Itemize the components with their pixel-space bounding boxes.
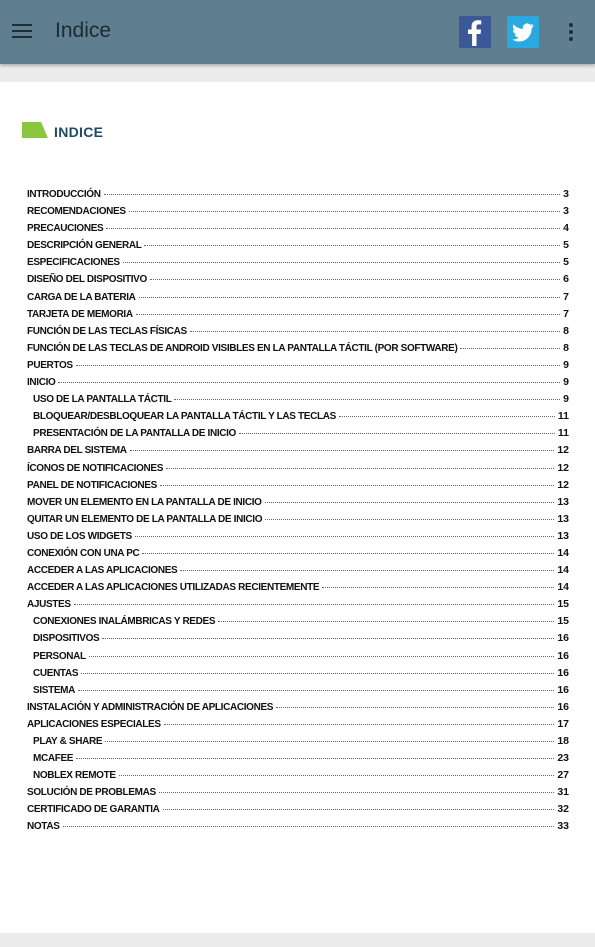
toc-entry[interactable]: [27, 205, 569, 222]
toc-entry-page: 12: [557, 461, 569, 474]
toc-dot-leader: [136, 314, 560, 315]
toc-entry[interactable]: [27, 462, 569, 479]
toc-dot-leader: [104, 194, 561, 195]
toc-entry-page: 9: [563, 376, 569, 389]
toc-entry[interactable]: [27, 325, 569, 342]
toc-entry[interactable]: [27, 393, 569, 410]
toc-entry[interactable]: [27, 752, 569, 769]
toc-entry-label: ACCEDER A LAS APLICACIONES UTILIZADAS RECIENTEMENTE: [27, 582, 320, 594]
toc-entry[interactable]: [27, 735, 569, 752]
document-page: [0, 82, 595, 933]
toc-entry-label: PANEL DE NOTIFICACIONES: [27, 479, 157, 491]
toc-entry-label: NOBLEX REMOTE: [33, 770, 116, 782]
toc-dot-leader: [265, 502, 555, 503]
toc-entry-page: 17: [557, 717, 569, 730]
toc-entry-label: RECOMENDACIONES: [27, 206, 126, 218]
toc-entry[interactable]: [27, 701, 569, 718]
toc-entry-page: 16: [557, 683, 569, 696]
toc-entry[interactable]: [27, 239, 569, 256]
toc-entry-label: CUENTAS: [33, 667, 79, 679]
toc-entry-label: INICIO: [27, 377, 56, 389]
toc-dot-leader: [159, 792, 555, 793]
toc-entry[interactable]: [27, 615, 569, 632]
toc-entry[interactable]: [27, 769, 569, 786]
toc-entry-page: 33: [557, 820, 569, 833]
toc-entry[interactable]: [27, 496, 569, 513]
toc-entry[interactable]: [27, 564, 569, 581]
toc-entry-page: 14: [557, 564, 569, 577]
toc-entry-page: 9: [563, 393, 569, 406]
toc-entry[interactable]: [27, 632, 569, 649]
toc-dot-leader: [139, 297, 561, 298]
menu-icon: [12, 24, 32, 26]
toc-entry[interactable]: [27, 718, 569, 735]
toc-entry-label: SISTEMA: [33, 684, 75, 696]
toc-dot-leader: [123, 262, 560, 263]
toc-entry-label: TARJETA DE MEMORIA: [27, 308, 133, 320]
toc-entry-label: AJUSTES: [27, 599, 71, 611]
toc-entry[interactable]: [27, 479, 569, 496]
toc-dot-leader: [81, 673, 554, 674]
toc-entry[interactable]: [27, 444, 569, 461]
toc-entry-page: 3: [563, 188, 569, 200]
toc-entry-label: PRECAUCIONES: [27, 223, 104, 235]
toc-entry-label: CERTIFICADO DE GARANTIA: [27, 804, 160, 816]
toc-entry[interactable]: [27, 427, 569, 444]
toc-entry[interactable]: [27, 291, 569, 308]
toc-entry[interactable]: [27, 410, 569, 427]
toc-entry-page: 8: [563, 324, 569, 337]
page-title: Indice: [55, 19, 112, 42]
toc-dot-leader: [150, 279, 560, 280]
toc-entry-label: DESCRIPCIÓN GENERAL: [27, 240, 142, 252]
toc-entry-page: 18: [557, 735, 569, 747]
toc-dot-leader: [460, 348, 560, 349]
toc-entry-page: 16: [557, 649, 569, 662]
toc-dot-leader: [89, 656, 555, 657]
toc-entry-page: 12: [557, 478, 569, 491]
toc-entry-label: PLAY & SHARE: [33, 736, 103, 747]
toc-entry[interactable]: [27, 820, 569, 837]
toc-dot-leader: [105, 741, 554, 742]
toc-entry-page: 12: [557, 444, 569, 457]
overflow-menu-button[interactable]: [562, 20, 580, 44]
toc-entry-label: PRESENTACIÓN DE LA PANTALLA DE INICIO: [33, 428, 236, 440]
twitter-icon: [507, 16, 539, 48]
toc-entry-label: CONEXIONES INALÁMBRICAS Y REDES: [33, 616, 216, 628]
toc-entry[interactable]: [27, 650, 569, 667]
toc-entry-label: MCAFEE: [33, 753, 74, 765]
toc-entry-label: FUNCIÓN DE LAS TECLAS FÍSICAS: [27, 325, 187, 337]
toc-entry-page: 16: [557, 632, 569, 645]
toc-entry[interactable]: [27, 530, 569, 547]
toc-entry[interactable]: [27, 547, 569, 564]
toc-dot-leader: [63, 826, 555, 827]
toc-entry[interactable]: [27, 308, 569, 325]
toc-entry-page: 16: [557, 700, 569, 713]
toc-dot-leader: [76, 365, 560, 366]
toc-entry-page: 31: [557, 786, 569, 799]
toc-dot-leader: [164, 724, 555, 725]
toc-entry[interactable]: [27, 803, 569, 820]
toc-entry-page: 14: [557, 581, 569, 594]
toc-entry[interactable]: [27, 786, 569, 803]
toc-entry-page: 13: [557, 512, 569, 525]
table-of-contents: [27, 188, 569, 838]
toc-entry-page: 5: [563, 256, 569, 269]
toc-entry-label: CONEXIÓN CON UNA PC: [27, 547, 140, 559]
toc-dot-leader: [218, 621, 554, 622]
toc-entry-label: SOLUCIÓN DE PROBLEMAS: [27, 787, 156, 799]
toc-entry-label: USO DE LOS WIDGETS: [27, 530, 132, 542]
toc-entry[interactable]: [27, 359, 569, 376]
app-bar: [0, 0, 595, 64]
toc-dot-leader: [78, 690, 554, 691]
toc-dot-leader: [106, 228, 560, 229]
toc-entry[interactable]: [27, 188, 569, 205]
toc-dot-leader: [130, 450, 555, 451]
toc-entry-page: 7: [563, 307, 569, 320]
toc-entry[interactable]: [27, 684, 569, 701]
toc-entry[interactable]: [27, 256, 569, 273]
toc-entry-label: APLICACIONES ESPECIALES: [27, 718, 161, 730]
menu-button[interactable]: [10, 20, 36, 44]
toc-entry-page: 15: [557, 615, 569, 628]
toc-dot-leader: [239, 433, 555, 434]
toc-entry-label: PUERTOS: [27, 359, 73, 371]
toc-entry-label: BLOQUEAR/DESBLOQUEAR LA PANTALLA TÁCTIL Y LAS TECLAS: [33, 411, 336, 423]
toc-entry-label: ÍCONOS DE NOTIFICACIONES: [27, 462, 164, 474]
toc-entry-page: 3: [563, 205, 569, 218]
toc-dot-leader: [265, 519, 554, 520]
toc-entry-label: INTRODUCCIÓN: [27, 189, 101, 200]
facebook-share-button[interactable]: [459, 16, 491, 48]
toc-dot-leader: [144, 245, 560, 246]
toc-entry-label: BARRA DEL SISTEMA: [27, 445, 127, 457]
toc-entry-page: 7: [563, 290, 569, 303]
toc-entry-page: 14: [557, 546, 569, 559]
toc-entry-label: PERSONAL: [33, 650, 86, 662]
toc-entry[interactable]: [27, 342, 569, 359]
toc-entry-label: FUNCIÓN DE LAS TECLAS DE ANDROID VISIBLES EN LA PANTALLA TÁCTIL (POR SOFTWARE): [27, 342, 458, 354]
toc-entry[interactable]: [27, 581, 569, 598]
toc-entry-page: 5: [563, 239, 569, 252]
toc-entry-label: CARGA DE LA BATERIA: [27, 291, 136, 303]
toc-dot-leader: [166, 468, 554, 469]
toc-entry-page: 6: [563, 273, 569, 286]
twitter-share-button[interactable]: [507, 16, 539, 48]
toc-dot-leader: [322, 587, 554, 588]
toc-dot-leader: [135, 536, 554, 537]
section-marker-icon: [22, 122, 48, 138]
toc-entry[interactable]: [27, 273, 569, 290]
toc-entry-label: INSTALACIÓN Y ADMINISTRACIÓN DE APLICACIONES: [27, 701, 274, 713]
toc-dot-leader: [74, 604, 555, 605]
toc-entry-page: 27: [557, 769, 569, 782]
toc-entry-label: DISPOSITIVOS: [33, 633, 100, 645]
toc-entry-page: 4: [563, 222, 569, 235]
toc-entry[interactable]: [27, 513, 569, 530]
toc-dot-leader: [339, 416, 555, 417]
toc-entry-page: 13: [557, 529, 569, 542]
toc-entry[interactable]: [27, 376, 569, 393]
toc-dot-leader: [58, 382, 560, 383]
toc-dot-leader: [180, 570, 554, 571]
toc-entry-page: 11: [557, 410, 569, 423]
toc-entry-page: 11: [557, 427, 569, 440]
toc-entry-label: MOVER UN ELEMENTO EN LA PANTALLA DE INICIO: [27, 496, 262, 508]
toc-entry[interactable]: [27, 222, 569, 239]
toc-dot-leader: [174, 399, 560, 400]
toc-entry-label: ACCEDER A LAS APLICACIONES: [27, 565, 178, 577]
toc-entry-page: 32: [557, 803, 569, 816]
toc-dot-leader: [102, 638, 554, 639]
toc-entry-page: 8: [563, 341, 569, 354]
facebook-icon: [459, 16, 491, 48]
toc-entry-label: DISEÑO DEL DISPOSITIVO: [27, 274, 147, 286]
toc-dot-leader: [163, 809, 555, 810]
section-title: INDICE: [54, 124, 104, 140]
toc-dot-leader: [119, 775, 555, 776]
toc-dot-leader: [129, 211, 561, 212]
toc-entry-page: 9: [563, 358, 569, 371]
toc-entry-label: USO DE LA PANTALLA TÁCTIL: [33, 394, 172, 406]
toc-entry-page: 13: [557, 495, 569, 508]
toc-entry[interactable]: [27, 598, 569, 615]
toc-entry-page: 23: [557, 752, 569, 765]
overflow-menu-icon: [569, 23, 573, 27]
toc-entry[interactable]: [27, 667, 569, 684]
toc-dot-leader: [190, 331, 560, 332]
toc-entry-page: 16: [557, 666, 569, 679]
toc-dot-leader: [276, 707, 554, 708]
toc-dot-leader: [142, 553, 554, 554]
toc-entry-label: QUITAR UN ELEMENTO DE LA PANTALLA DE INICIO: [27, 513, 263, 525]
toc-entry-label: ESPECIFICACIONES: [27, 257, 120, 269]
toc-entry-page: 15: [557, 598, 569, 611]
toc-dot-leader: [160, 485, 554, 486]
toc-dot-leader: [76, 758, 554, 759]
toc-entry-label: NOTAS: [27, 821, 60, 833]
